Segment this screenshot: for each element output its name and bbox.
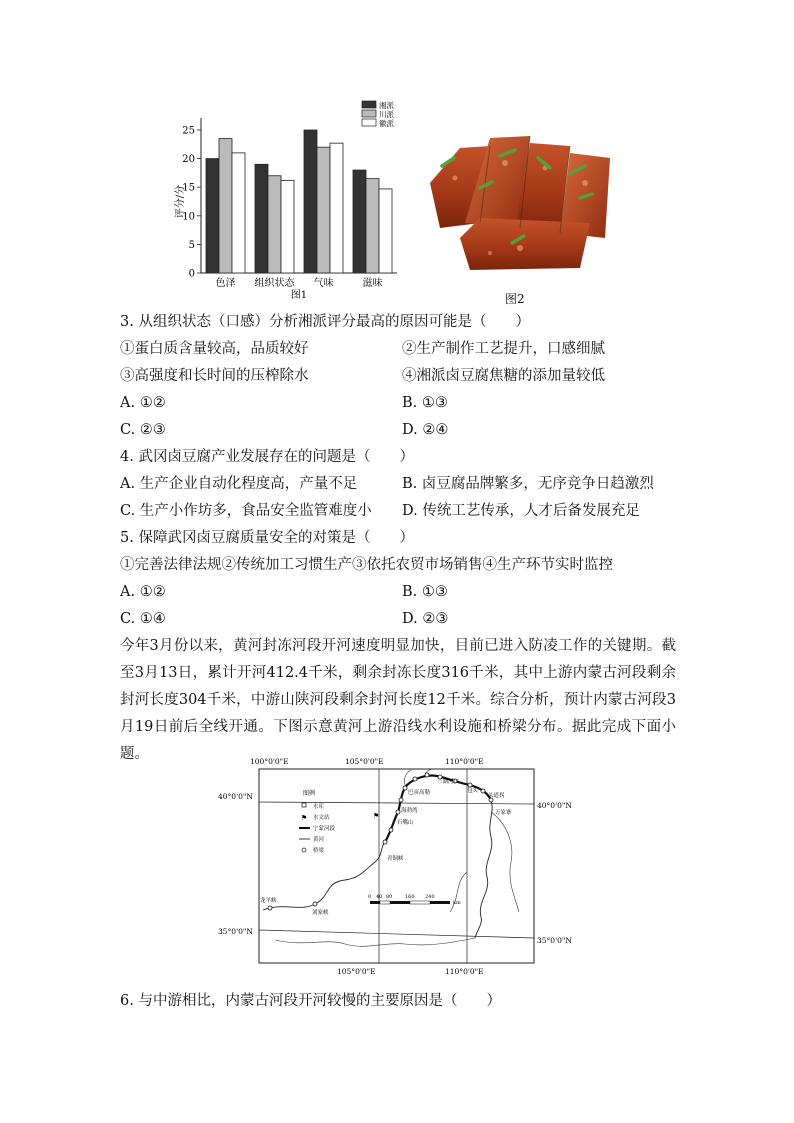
- q3-item-3: ③高强度和长时间的压榨除水: [120, 368, 309, 384]
- y-tick-label: 15: [182, 182, 195, 194]
- y-tick-label: 10: [182, 211, 195, 223]
- q3-option-b[interactable]: B. ①③: [402, 395, 448, 411]
- scale-0: 0: [368, 894, 372, 900]
- q3-stem: 3. 从组织状态（口感）分析湘派评分最高的原因可能是（ ）: [120, 314, 530, 330]
- scale-80: 80: [386, 894, 393, 900]
- place-toudaoguai: 头道拐: [488, 793, 505, 799]
- q6-stem: 6. 与中游相比，内蒙古河段开河较慢的主要原因是（ ）: [120, 993, 501, 1009]
- place-bayangaole: 巴彦高勒: [408, 790, 431, 796]
- bar: [281, 180, 294, 273]
- legend-bridge: 桥梁: [313, 848, 325, 854]
- legend-hydro-station: 水文站: [313, 815, 330, 821]
- bar: [304, 130, 317, 273]
- scale-240: 240: [425, 894, 435, 900]
- lon-label-110-top: 110°0'0"E: [445, 757, 484, 766]
- place-sanhuhekou: 三湖河口: [437, 779, 460, 785]
- y-tick-label: 5: [188, 239, 195, 251]
- hydro-station-icon: ⚑: [301, 814, 308, 822]
- figure2-caption: 图2: [505, 292, 525, 306]
- q3-item-2: ②生产制作工艺提升，口感细腻: [402, 341, 605, 357]
- x-tick-label: 气味: [313, 278, 334, 289]
- y-tick-label: 20: [182, 154, 195, 166]
- q5-items: ①完善法律法规②传统加工习惯生产③依托农贸市场销售④生产环节实时监控: [120, 557, 613, 573]
- bar: [366, 179, 379, 273]
- q4-stem: 4. 武冈卤豆腐产业发展存在的问题是（ ）: [120, 449, 414, 465]
- legend-reservoir: 水库: [313, 804, 325, 810]
- x-tick-label: 组织状态: [254, 278, 295, 289]
- legend-title: 图例: [303, 790, 316, 797]
- lat-label-40-left: 40°0'0"N: [218, 792, 253, 801]
- legend-label: 徽派: [379, 119, 394, 128]
- bar: [379, 189, 392, 273]
- legend-swatch: [362, 110, 376, 117]
- q3-option-a[interactable]: A. ①②: [120, 395, 166, 411]
- q3-option-c[interactable]: C. ②③: [120, 422, 166, 438]
- q5-stem: 5. 保障武冈卤豆腐质量安全的对策是（ ）: [120, 530, 414, 546]
- lat-label-35-left: 35°0'0"N: [218, 927, 253, 936]
- q4-option-b[interactable]: B. 卤豆腐品牌繁多，无序竞争日趋激烈: [402, 476, 654, 492]
- place-longyangxia: 龙羊峡: [260, 898, 277, 904]
- bar-chart: [165, 95, 410, 310]
- x-tick-label: 色泽: [215, 278, 236, 289]
- legend-swatch: [362, 119, 376, 126]
- bar: [353, 170, 366, 273]
- passage: 今年3月份以来，黄河封冻河段开河速度明显加快，目前已进入防凌工作的关键期。截至3月13日，累计开河412.4千米，剩余封冻长度316千米，其中上游内蒙古河段剩余封河长度304千米，中游山陕河段剩余封河长度12千米。综合分析，预计内蒙古河段3月19日前后全线开通。下图示意黄河上游沿线水利设施和桥梁分布。据此完成下面小题。: [120, 638, 676, 762]
- legend-swatch: [362, 101, 376, 108]
- lon-label-110-bottom: 110°0'0"E: [445, 967, 484, 976]
- q3-item-4: ④湘派卤豆腐焦糖的添加量较低: [402, 368, 605, 384]
- q5-option-a[interactable]: A. ①②: [120, 584, 166, 600]
- legend-river: 黄河: [313, 837, 325, 843]
- bar: [330, 143, 343, 273]
- place-baotou: 包头: [467, 788, 479, 794]
- hydro-station-icon-map: ⚑: [373, 812, 380, 820]
- lat-label-40-right: 40°0'0"N: [537, 801, 572, 810]
- q5-option-c[interactable]: C. ①④: [120, 611, 166, 627]
- bar: [232, 153, 245, 273]
- q5-option-b[interactable]: B. ①③: [402, 584, 448, 600]
- place-qingtongxia: 青铜峡: [387, 856, 404, 862]
- lon-label-105-top: 105°0'0"E: [345, 757, 384, 766]
- bridge-icon: [302, 848, 306, 852]
- q4-option-a[interactable]: A. 生产企业自动化程度高，产量不足: [120, 476, 358, 492]
- bar: [268, 176, 281, 273]
- scale-160: 160: [405, 894, 415, 900]
- bar: [206, 159, 219, 273]
- y-tick-label: 25: [182, 125, 195, 137]
- y-axis-label: 评分/分: [175, 184, 186, 219]
- place-shizuishan: 石嘴山: [397, 820, 414, 826]
- place-wanjiazhai: 万家寨: [495, 810, 512, 816]
- y-tick-label: 0: [188, 268, 195, 280]
- legend-label: 川派: [379, 110, 394, 119]
- chart-title: 图1: [290, 290, 308, 301]
- reservoir-icon: [302, 803, 306, 807]
- scale-unit: km: [453, 900, 461, 906]
- place-haibowan: 海勃湾: [401, 808, 418, 814]
- lat-label-35-right: 35°0'0"N: [537, 936, 572, 945]
- lon-label-105-bottom: 105°0'0"E: [337, 967, 376, 976]
- q3-option-d[interactable]: D. ②④: [402, 422, 449, 438]
- bar: [255, 164, 268, 273]
- scale-40: 40: [376, 894, 383, 900]
- legend-ningmeng: 宁蒙河段: [313, 826, 336, 832]
- bar: [317, 147, 330, 273]
- q3-item-1: ①蛋白质含量较高，品质较好: [120, 341, 309, 357]
- q5-option-d[interactable]: D. ②③: [402, 611, 449, 627]
- yellow-river-map: [215, 752, 572, 977]
- tofu-photo: [420, 128, 615, 276]
- place-liujiaxia: 刘家峡: [312, 910, 329, 916]
- legend-label: 湘派: [379, 101, 394, 110]
- q4-option-d[interactable]: D. 传统工艺传承，人才后备发展充足: [402, 503, 640, 519]
- bar: [219, 139, 232, 273]
- lon-label-100-top: 100°0'0"E: [250, 757, 289, 766]
- q4-option-c[interactable]: C. 生产小作坊多，食品安全监管难度小: [120, 503, 372, 519]
- x-tick-label: 滋味: [362, 278, 383, 289]
